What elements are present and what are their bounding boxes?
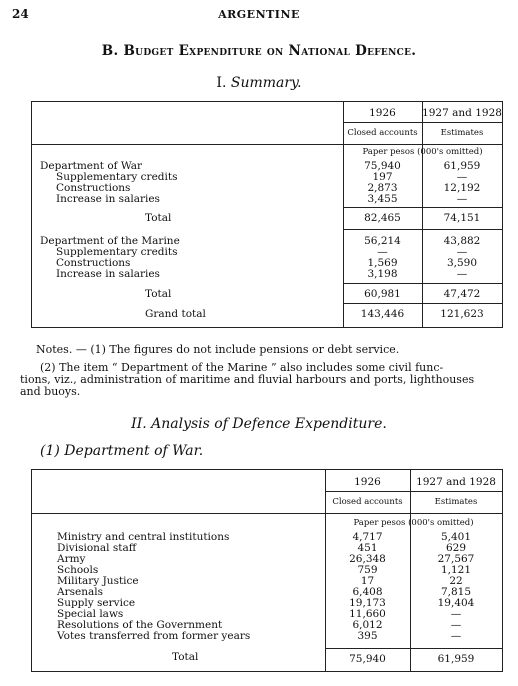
section-title: B. Budget Expenditure on National Defence. [101,43,417,59]
summary-grand-total-v2: 121,623 [440,308,484,320]
summary-grand-total-label: Grand total [145,308,206,320]
war-row-v2: 7,815 [440,586,472,598]
summary-total-rule-1 [343,207,502,208]
war-row-label: Supply service [57,597,136,609]
war-row-v2: 22 [449,575,463,587]
war-row-v1: 6,408 [352,586,383,598]
summary-col2-year: 1927 and 1928 [422,107,502,119]
note-2-line-3: and buoys. [20,385,81,398]
war-row-v2: 27,567 [437,553,475,565]
summary-total-label: Total [145,212,172,224]
war-col1-year: 1926 [354,476,381,488]
war-total-label: Total [172,651,199,663]
page-number: 24 [12,7,29,21]
summary-row-label: Department of the Marine [40,235,180,247]
war-row-v2: — [450,630,462,642]
summary-total-label: Total [145,288,172,300]
summary-row-v1: 75,940 [364,160,401,172]
summary-row-v1: — [377,246,388,258]
note-2-line-1: (2) The item “ Department of the Marine ” also includes some civil func- [40,361,444,374]
summary-row-label: Constructions [56,257,131,269]
war-row-v2: — [450,619,462,631]
war-row-v1: 6,012 [352,619,383,631]
war-row-label: Resolutions of the Government [57,619,223,631]
summary-row-v1: 197 [372,171,393,183]
war-row-v2: — [450,608,462,620]
summary-row-v2: — [456,193,468,205]
summary-total-v2: 47,472 [443,288,481,300]
summary-row-v1: 1,569 [367,257,398,269]
summary-total-rule-4 [343,303,502,304]
war-row-v2: 629 [445,542,467,554]
war-row-v2: 19,404 [437,597,475,609]
war-row-v1: 17 [360,575,375,587]
summary-heading-number: I. [216,75,227,91]
department-of-war-heading: (1) Department of War. [40,443,204,459]
war-row-v1: 4,717 [352,531,383,543]
summary-heading [0,75,518,91]
war-total-v2: 61,959 [437,653,475,665]
summary-row-v1: 3,455 [367,193,398,205]
summary-header-bottom [32,144,502,145]
summary-row-v1: 2,873 [367,182,398,194]
summary-row-v2: 61,959 [443,160,481,172]
war-row-label: Special laws [57,608,124,620]
war-total-v1: 75,940 [349,653,386,665]
summary-row-v2: 3,590 [446,257,478,269]
summary-total-rule-3 [343,283,502,284]
summary-col1-sub: Closed accounts [347,128,418,138]
war-row-v1: 11,660 [349,608,386,620]
summary-header-rule [343,122,502,123]
war-units: Paper pesos (000's omitted) [353,518,474,528]
running-header: ARGENTINE [218,8,300,21]
war-header-bottom [32,513,502,514]
war-row-v1: 395 [357,630,378,642]
war-header-rule [325,491,502,492]
summary-col1-year: 1926 [369,107,396,119]
war-row-v1: 759 [357,564,378,576]
war-row-v1: 19,173 [349,597,386,609]
war-row-label: Schools [57,564,99,576]
summary-row-label: Increase in salaries [56,193,160,205]
summary-row-v2: — [456,246,468,258]
war-row-v2: 5,401 [440,531,472,543]
war-row-label: Ministry and central institutions [57,531,230,543]
war-row-v2: 1,121 [440,564,472,576]
summary-col2-sub: Estimates [440,128,484,138]
summary-total-v1: 82,465 [364,212,401,224]
war-col2-sub: Estimates [434,497,478,507]
analysis-heading: II. Analysis of Defence Expenditure. [131,416,387,432]
war-row-label: Military Justice [57,575,139,587]
summary-row-label: Department of War [40,160,143,172]
war-row-label: Arsenals [57,586,103,598]
summary-row-v2: — [456,268,468,280]
note-1: Notes. — (1) The figures do not include pensions or debt service. [36,343,400,356]
summary-row-v2: 43,882 [443,235,481,247]
summary-heading-title: Summary. [230,75,302,91]
summary-units: Paper pesos (000's omitted) [362,147,483,157]
summary-row-label: Constructions [56,182,131,194]
war-total-rule-1 [325,648,502,649]
note-2-line-2: tions, viz., administration of maritime and fluvial harbours and ports, lighthouses [20,373,475,386]
war-row-label: Votes transferred from former years [57,630,251,642]
summary-total-rule-2 [343,229,502,230]
summary-total-v2: 74,151 [443,212,481,224]
summary-row-label: Increase in salaries [56,268,160,280]
war-col2-year: 1927 and 1928 [416,476,496,488]
war-row-v1: 451 [357,542,378,554]
summary-row-v2: — [456,171,468,183]
summary-row-v1: 56,214 [364,235,401,247]
summary-row-v1: 3,198 [367,268,398,280]
summary-row-label: Supplementary credits [56,246,178,258]
summary-row-label: Supplementary credits [56,171,178,183]
summary-grand-total-v1: 143,446 [360,308,405,320]
war-row-label: Divisional staff [57,542,137,554]
war-row-v1: 26,348 [349,553,386,565]
summary-row-v2: 12,192 [443,182,481,194]
war-row-label: Army [57,553,86,565]
war-col1-sub: Closed accounts [332,497,403,507]
summary-total-v1: 60,981 [364,288,401,300]
